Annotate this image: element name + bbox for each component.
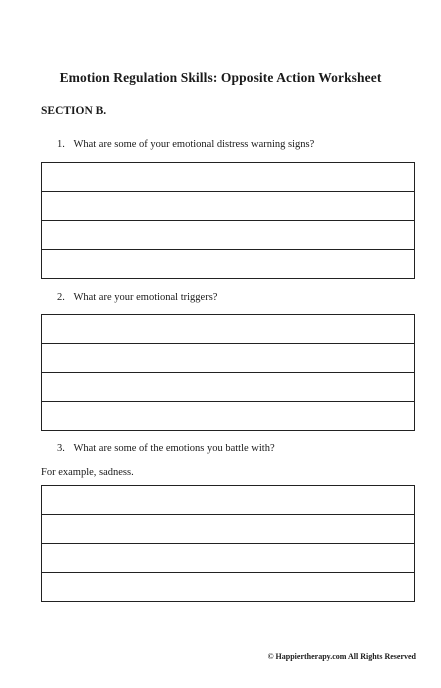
answer-line[interactable]: [42, 163, 414, 192]
answer-line[interactable]: [42, 221, 414, 250]
question-text: What are some of your emotional distress warning signs?: [73, 139, 315, 150]
example-text: For example, sadness.: [41, 467, 134, 478]
answer-line[interactable]: [42, 573, 414, 602]
answer-line[interactable]: [42, 344, 414, 373]
answer-line[interactable]: [42, 515, 414, 544]
question-1: [57, 139, 314, 150]
answer-box-3[interactable]: [41, 485, 415, 602]
worksheet-title: Emotion Regulation Skills: Opposite Action Worksheet: [59, 70, 382, 85]
answer-box-1[interactable]: [41, 162, 415, 279]
answer-line[interactable]: [42, 315, 414, 344]
section-heading: SECTION B.: [41, 105, 107, 117]
answer-line[interactable]: [42, 486, 414, 515]
question-text: What are some of the emotions you battle with?: [73, 443, 275, 454]
answer-line[interactable]: [42, 192, 414, 221]
answer-line[interactable]: [42, 544, 414, 573]
question-text: What are your emotional triggers?: [73, 292, 218, 303]
answer-line[interactable]: [42, 373, 414, 402]
answer-line[interactable]: [42, 402, 414, 431]
answer-line[interactable]: [42, 250, 414, 279]
answer-box-2[interactable]: [41, 314, 415, 431]
question-number: 2.: [57, 292, 65, 303]
copyright-footer: © Happiertherapy.com All Rights Reserved: [267, 652, 416, 661]
question-3: [57, 443, 275, 454]
question-number: 3.: [57, 443, 65, 454]
question-number: 1.: [57, 139, 65, 150]
question-2: [57, 292, 217, 303]
